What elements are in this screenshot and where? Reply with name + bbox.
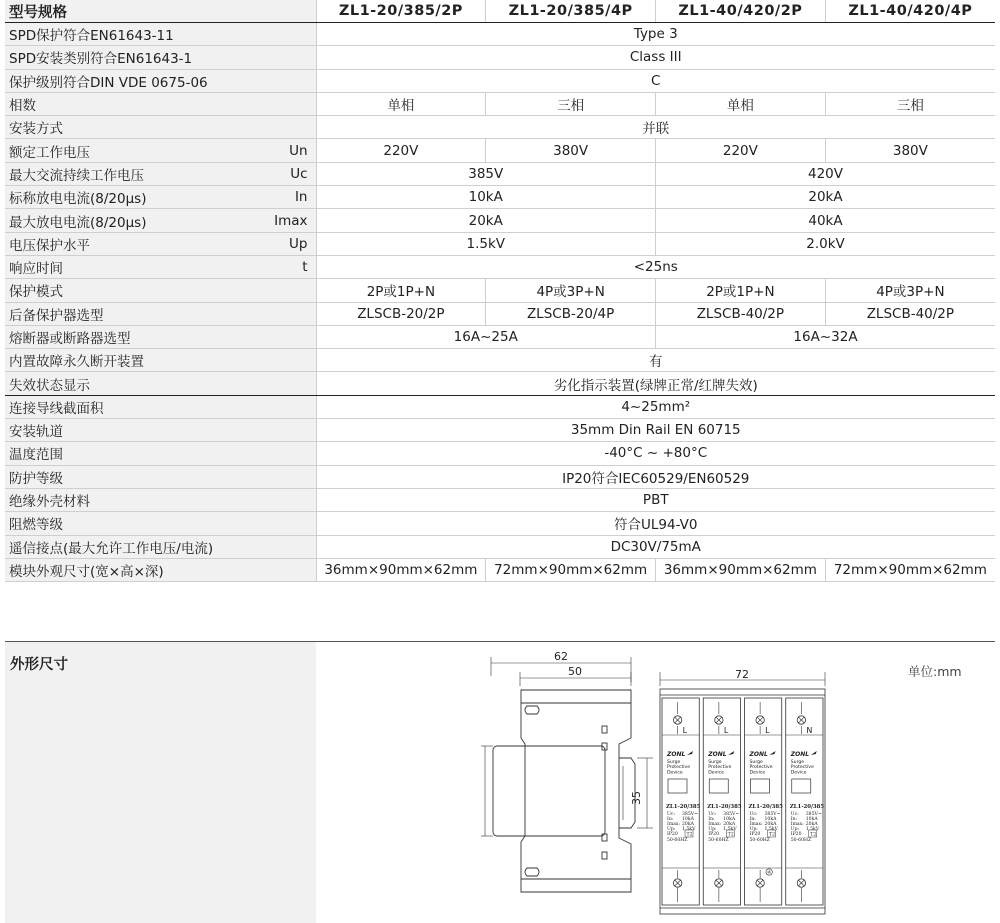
spec-value: 420V <box>656 162 996 185</box>
spec-label: SPD安装类别符合EN61643-1 <box>5 46 316 69</box>
spec-value: 72mm×90mm×62mm <box>486 558 656 581</box>
spec-val: 10kA <box>764 817 777 822</box>
spec-row <box>5 255 995 278</box>
spec-value: <25ns <box>316 255 995 278</box>
spec-val: 10kA <box>723 817 736 822</box>
module-3 <box>745 698 784 905</box>
model-header: ZL1-40/420/2P <box>656 0 826 23</box>
spec-row <box>5 512 995 535</box>
type-badge: T2 <box>769 832 775 838</box>
spec-header-label: 型号规格 <box>5 0 316 23</box>
spec-val: 385V~ <box>805 812 822 817</box>
spec-row <box>5 232 995 255</box>
device-text: Protective <box>790 765 814 771</box>
spec-val: 385V~ <box>764 812 781 817</box>
spec-key: Imax: <box>749 822 763 827</box>
frequency: 50-60HZ <box>790 838 812 843</box>
spec-label: 电压保护水平 <box>5 232 243 255</box>
indicator-window <box>709 779 728 793</box>
spec-key: In: <box>708 817 715 822</box>
spec-row <box>5 325 995 348</box>
spec-row <box>5 558 995 581</box>
spec-row <box>5 23 995 46</box>
spec-label: 失效状态显示 <box>5 372 316 395</box>
device-text: Device <box>708 770 724 776</box>
type-badge: T2 <box>686 832 693 838</box>
module-model: ZL1-20/385 <box>666 804 701 810</box>
device-text: Protective <box>749 765 773 771</box>
spec-key: Up: <box>667 827 676 832</box>
spec-row <box>5 279 995 302</box>
module-model: ZL1-20/385 <box>748 804 783 810</box>
spec-val: 20kA <box>805 822 818 827</box>
spec-label: 相数 <box>5 92 316 115</box>
spec-row <box>5 162 995 185</box>
side-view <box>481 657 653 892</box>
spec-val: 10kA <box>805 817 818 822</box>
ip-rating: IP20 <box>708 832 720 837</box>
spec-table <box>5 0 995 582</box>
device-text: Device <box>749 770 766 776</box>
spec-value: 35mm Din Rail EN 60715 <box>316 419 995 442</box>
device-text: Surge <box>708 760 722 765</box>
dimensions-section <box>5 641 995 923</box>
terminal-label: L <box>765 726 770 735</box>
device-text: Device <box>790 770 807 776</box>
spec-row <box>5 209 995 232</box>
type-badge: T2 <box>727 832 734 838</box>
spec-value: 20kA <box>316 209 656 232</box>
ip-rating: IP20 <box>790 832 802 837</box>
spec-label: 内置故障永久断开装置 <box>5 349 316 372</box>
device-text: Device <box>667 770 683 776</box>
spec-row <box>5 139 995 162</box>
spec-value: 220V <box>656 139 826 162</box>
spec-key: Up: <box>708 827 717 832</box>
spec-row <box>5 302 995 325</box>
brand-logo: ZONL <box>667 751 686 758</box>
spec-value: 三相 <box>486 92 656 115</box>
device-text: Surge <box>749 760 763 765</box>
spec-value: 2.0kV <box>656 232 996 255</box>
spec-label: 保护模式 <box>5 279 316 302</box>
spec-key: Up: <box>790 827 800 832</box>
indicator-window <box>792 779 811 793</box>
device-text: Protective <box>667 765 691 771</box>
spec-table-body <box>5 0 995 582</box>
spec-value: 380V <box>825 139 995 162</box>
spec-value: IP20符合IEC60529/EN60529 <box>316 465 995 488</box>
spec-row <box>5 442 995 465</box>
spec-value: 36mm×90mm×62mm <box>656 558 826 581</box>
spec-header-row <box>5 0 995 23</box>
spec-label: SPD保护符合EN61643-11 <box>5 23 316 46</box>
dim-rail: 35 <box>630 791 643 805</box>
frequency: 50-60HZ <box>749 838 770 843</box>
spec-key: Up: <box>749 827 758 832</box>
spec-key: Uc: <box>790 812 799 817</box>
front-modules <box>662 698 824 905</box>
spec-value: 40kA <box>656 209 996 232</box>
dim-depth: 62 <box>554 650 568 663</box>
indicator-window <box>751 779 770 793</box>
spec-key: Imax: <box>790 822 804 827</box>
spec-row <box>5 465 995 488</box>
spec-label: 保护级别符合DIN VDE 0675-06 <box>5 69 316 92</box>
spec-label: 响应时间 <box>5 255 243 278</box>
spec-row <box>5 535 995 558</box>
spec-label: 熔断器或断路器选型 <box>5 325 316 348</box>
spec-val: 1.5kV <box>764 827 778 832</box>
type-badge: T2 <box>810 832 817 838</box>
spec-value: PBT <box>316 488 995 511</box>
spec-value: 36mm×90mm×62mm <box>316 558 486 581</box>
spec-row <box>5 395 995 418</box>
ip-rating: IP20 <box>667 832 678 837</box>
spec-value: 72mm×90mm×62mm <box>825 558 995 581</box>
device-text: Protective <box>708 765 732 771</box>
spec-label: 模块外观尺寸(宽×高×深) <box>5 558 316 581</box>
spec-row <box>5 419 995 442</box>
brand-logo: ZONL <box>790 751 810 758</box>
indicator-window <box>668 779 687 793</box>
spec-symbol: Up <box>243 232 316 255</box>
spec-row <box>5 372 995 395</box>
spec-symbol: Uc <box>243 162 316 185</box>
spec-value: 4~25mm² <box>316 395 995 418</box>
brand-arrow-icon <box>770 751 776 755</box>
spec-label: 标称放电电流(8/20μs) <box>5 186 243 209</box>
spec-key: In: <box>749 817 756 822</box>
spec-value: 有 <box>316 349 995 372</box>
frequency: 50-60HZ <box>708 838 729 843</box>
unit-label: 单位:mm <box>908 664 962 679</box>
brand-arrow-icon <box>811 751 817 755</box>
spec-symbol: Un <box>243 139 316 162</box>
spec-value: 10kA <box>316 186 656 209</box>
spec-row <box>5 92 995 115</box>
brand-arrow-icon <box>687 751 693 755</box>
terminal-label: L <box>682 726 688 735</box>
spec-key: In: <box>790 817 798 822</box>
spec-label: 安装轨道 <box>5 419 316 442</box>
spec-value: 16A~25A <box>316 325 656 348</box>
model-header: ZL1-20/385/2P <box>316 0 486 23</box>
spec-value: ZLSCB-40/2P <box>825 302 995 325</box>
spec-row <box>5 46 995 69</box>
spec-row <box>5 69 995 92</box>
spec-value: Type 3 <box>316 23 995 46</box>
spec-value: 符合UL94-V0 <box>316 512 995 535</box>
spec-value: 劣化指示装置(绿牌正常/红牌失效) <box>316 372 995 395</box>
spec-value: -40°C ~ +80°C <box>316 442 995 465</box>
spec-value: 4P或3P+N <box>486 279 656 302</box>
model-header: ZL1-40/420/4P <box>825 0 995 23</box>
module-1 <box>662 698 701 905</box>
spec-label: 防护等级 <box>5 465 316 488</box>
spec-symbol: Imax <box>243 209 316 232</box>
brand-logo: ZONL <box>749 751 768 758</box>
spec-key: In: <box>667 817 674 822</box>
spec-value: ZLSCB-20/4P <box>486 302 656 325</box>
brand-arrow-icon <box>728 751 734 755</box>
spec-val: 10kA <box>682 817 694 822</box>
spec-label: 最大交流持续工作电压 <box>5 162 243 185</box>
dim-width: 72 <box>735 668 749 681</box>
spec-label: 遥信接点(最大允许工作电压/电流) <box>5 535 316 558</box>
dimensions-title: 外形尺寸 <box>10 657 68 673</box>
spec-value: 三相 <box>825 92 995 115</box>
spec-label: 连接导线截面积 <box>5 395 316 418</box>
device-text: Surge <box>667 760 681 765</box>
spec-value: ZLSCB-20/2P <box>316 302 486 325</box>
spec-val: 1.5kV <box>805 827 820 832</box>
spec-label: 温度范围 <box>5 442 316 465</box>
spec-value: 2P或1P+N <box>656 279 826 302</box>
spec-key: Uc: <box>708 812 717 817</box>
ip-rating: IP20 <box>749 832 761 837</box>
spec-val: 20kA <box>764 822 777 827</box>
dimension-drawing <box>5 642 995 923</box>
terminal-label: N <box>806 726 813 735</box>
spec-row <box>5 488 995 511</box>
spec-key: Uc: <box>749 812 758 817</box>
spec-val: 1.5kV <box>723 827 737 832</box>
spec-value: 单相 <box>656 92 826 115</box>
terminal-label: L <box>723 726 729 735</box>
spec-row <box>5 186 995 209</box>
spec-value: 220V <box>316 139 486 162</box>
frequency: 50-60HZ <box>667 838 688 843</box>
spec-key: Imax: <box>708 822 722 827</box>
spec-val: 1.5kV <box>682 827 696 832</box>
spec-value: 4P或3P+N <box>825 279 995 302</box>
spec-value: 单相 <box>316 92 486 115</box>
spec-val: 385V~ <box>723 812 740 817</box>
dim-inner: 50 <box>568 665 582 678</box>
spec-label: 最大放电电流(8/20μs) <box>5 209 243 232</box>
spec-value: 16A~32A <box>656 325 996 348</box>
model-header: ZL1-20/385/4P <box>486 0 656 23</box>
spec-val: 20kA <box>723 822 736 827</box>
spec-value: 1.5kV <box>316 232 656 255</box>
spec-value: 20kA <box>656 186 996 209</box>
spec-symbol: t <box>243 255 316 278</box>
spec-row <box>5 116 995 139</box>
spec-label: 阻燃等级 <box>5 512 316 535</box>
brand-logo: ZONL <box>708 751 727 758</box>
device-text: Surge <box>790 760 805 765</box>
module-model: ZL1-20/385 <box>789 804 825 810</box>
module-4 <box>786 698 825 905</box>
module-2 <box>703 698 742 905</box>
spec-row <box>5 349 995 372</box>
spec-key: Imax: <box>667 822 681 827</box>
spec-label: 后备保护器选型 <box>5 302 316 325</box>
spec-label: 安装方式 <box>5 116 316 139</box>
spec-label: 绝缘外壳材料 <box>5 488 316 511</box>
spec-label: 额定工作电压 <box>5 139 243 162</box>
spec-value: ZLSCB-40/2P <box>656 302 826 325</box>
spec-value: Class III <box>316 46 995 69</box>
spec-value: C <box>316 69 995 92</box>
spec-value: 并联 <box>316 116 995 139</box>
spec-key: Uc: <box>667 812 675 817</box>
spec-value: 2P或1P+N <box>316 279 486 302</box>
module-model: ZL1-20/385 <box>707 804 742 810</box>
spec-value: 380V <box>486 139 656 162</box>
spec-value: 385V <box>316 162 656 185</box>
spec-val: 385V~ <box>682 812 698 817</box>
spec-symbol: In <box>243 186 316 209</box>
spec-value: DC30V/75mA <box>316 535 995 558</box>
spec-val: 20kA <box>682 822 694 827</box>
